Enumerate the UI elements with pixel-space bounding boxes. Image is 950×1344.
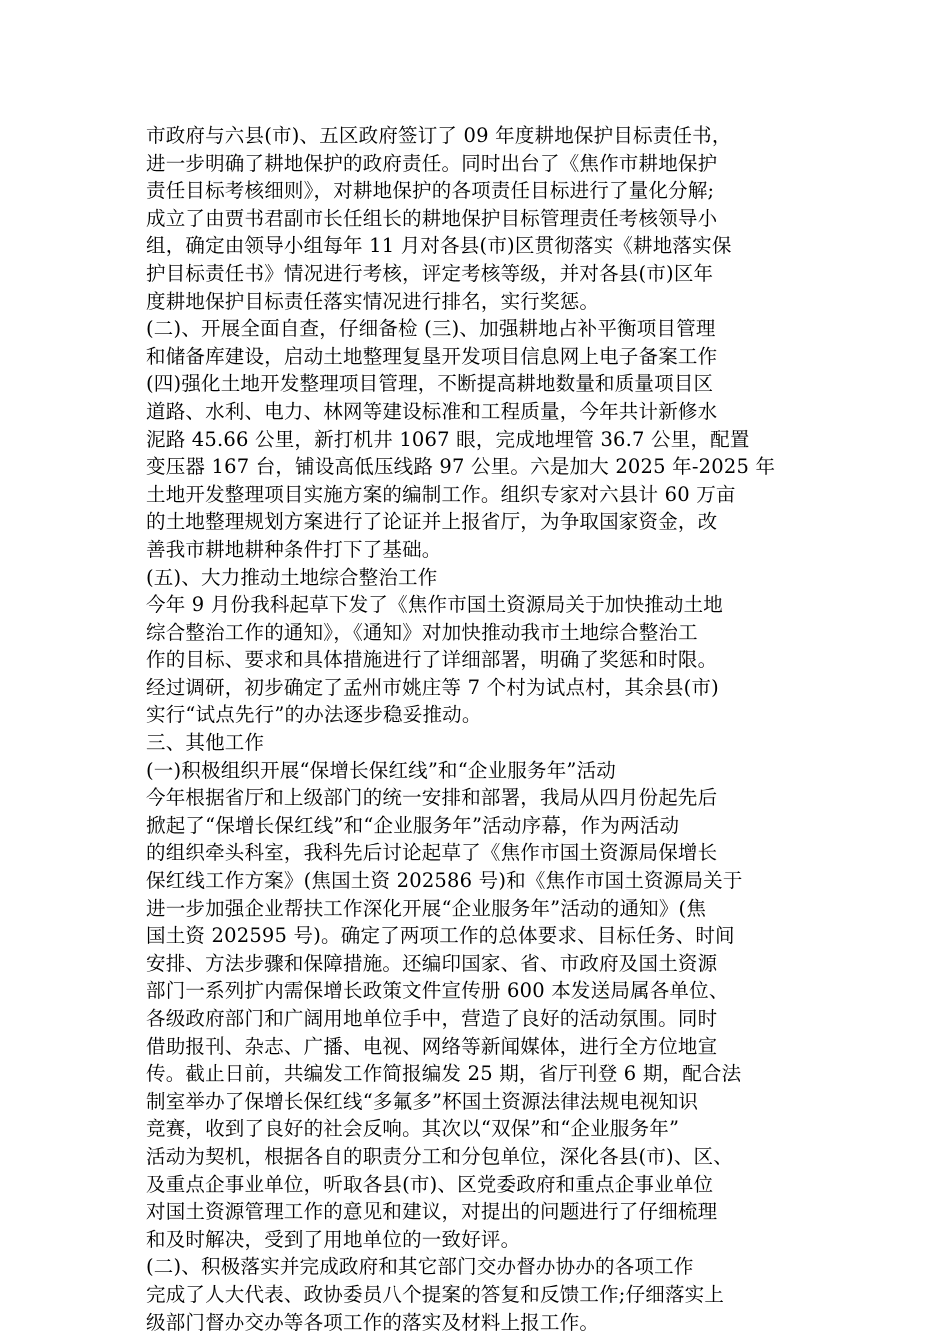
section-heading: (二)、开展全面自查，仔细备检 (三)、加强耕地占补平衡项目管理 [146,317,716,341]
text-line: 作的目标、要求和具体措施进行了详细部署，明确了奖惩和时限。 [146,648,718,672]
document-body [146,122,816,1336]
text-line: 和储备库建设，启动土地整理复垦开发项目信息网上电子备案工作 [146,344,718,368]
text-line: 进一步加强企业帮扶工作深化开展“企业服务年”活动的通知》(焦 [146,896,707,920]
text-line: 责任目标考核细则》，对耕地保护的各项责任目标进行了量化分解; [146,179,715,203]
text-line: 掀起了“保增长保红线”和“企业服务年”活动序幕，作为两活动 [146,813,680,837]
text-line: 综合整治工作的通知》，《通知》对加快推动我市土地综合整治工 [146,620,698,644]
text-line: 实行“试点先行”的办法逐步稳妥推动。 [146,703,482,727]
section-heading: (一)积极组织开展“保增长保红线”和“企业服务年”活动 [146,758,616,782]
text-line: 竞赛，收到了良好的社会反响。其次以“双保”和“企业服务年” [146,1117,680,1141]
text-line: 土地开发整理项目实施方案的编制工作。组织专家对六县计 60 万亩 [146,482,736,506]
text-line: 及重点企事业单位，听取各县(市)、区党委政府和重点企事业单位 [146,1172,714,1196]
text-line: 护目标责任书》情况进行考核，评定考核等级，并对各县(市)区年 [146,261,714,285]
text-line: 活动为契机，根据各自的职责分工和分包单位，深化各县(市)、区、 [146,1144,733,1168]
text-line: 道路、水利、电力、林网等建设标准和工程质量，今年共计新修水 [146,399,718,423]
text-line: 今年 9 月份我科起草下发了《焦作市国土资源局关于加快推动土地 [146,593,724,617]
text-line: 借助报刊、杂志、广播、电视、网络等新闻媒体，进行全方位地宣 [146,1034,718,1058]
text-line: (四)强化土地开发整理项目管理，不断提高耕地数量和质量项目区 [146,372,714,396]
text-line: 对国土资源管理工作的意见和建议，对提出的问题进行了仔细梳理 [146,1200,718,1224]
text-line: 和及时解决，受到了用地单位的一致好评。 [146,1227,521,1251]
text-line: 组，确定由领导小组每年 11 月对各县(市)区贯彻落实《耕地落实保 [146,234,732,258]
text-line: 制室举办了保增长保红线“多氟多”杯国土资源法律法规电视知识 [146,1089,699,1113]
text-line: 各级政府部门和广阔用地单位手中，营造了良好的活动氛围。同时 [146,1007,718,1030]
section-heading: 三、其他工作 [146,731,265,755]
text-line: 保红线工作方案》(焦国土资 202586 号)和《焦作市国土资源局关于 [146,869,743,893]
text-line: 安排、方法步骤和保障措施。还编印国家、省、市政府及国土资源 [146,951,718,975]
text-line: 部门一系列扩内需保增长政策文件宣传册 600 本发送局属各单位、 [146,979,729,1003]
text-line: 成立了由贾书君副市长任组长的耕地保护目标管理责任考核领导小 [146,206,718,230]
text-line: 变压器 167 台，铺设高低压线路 97 公里。六是加大 2025 年-2025 年 [146,455,776,479]
text-line: 级部门督办交办等各项工作的落实及材料上报工作。 [146,1310,600,1334]
section-heading: (五)、大力推动土地综合整治工作 [146,565,438,589]
text-line: 的组织牵头科室，我科先后讨论起草了《焦作市国土资源局保增长 [146,841,718,865]
text-line: 完成了人大代表、政协委员八个提案的答复和反馈工作;仔细落实上 [146,1282,725,1306]
text-line: 今年根据省厅和上级部门的统一安排和部署，我局从四月份起先后 [146,786,718,810]
text-line: 泥路 45.66 公里，新打机井 1067 眼，完成地埋管 36.7 公里，配置 [146,427,750,451]
text-line: 市政府与六县(市)、五区政府签订了 09 年度耕地保护目标责任书， [146,124,732,147]
text-line: 度耕地保护目标责任落实情况进行排名，实行奖惩。 [146,289,600,313]
text-line: 经过调研，初步确定了孟州市姚庄等 7 个村为试点村，其余县(市) [146,675,719,699]
section-heading: (二)、积极落实并完成政府和其它部门交办督办协办的各项工作 [146,1255,694,1279]
text-line: 善我市耕地耕种条件打下了基础。 [146,537,442,561]
text-line: 的土地整理规划方案进行了论证并上报省厅，为争取国家资金，改 [146,510,718,534]
text-line: 进一步明确了耕地保护的政府责任。同时出台了《焦作市耕地保护 [146,151,718,175]
text-line: 国土资 202595 号)。确定了两项工作的总体要求、目标任务、时间 [146,924,735,948]
text-line: 传。截止日前，共编发工作简报编发 25 期，省厅刊登 6 期，配合法 [146,1062,742,1086]
